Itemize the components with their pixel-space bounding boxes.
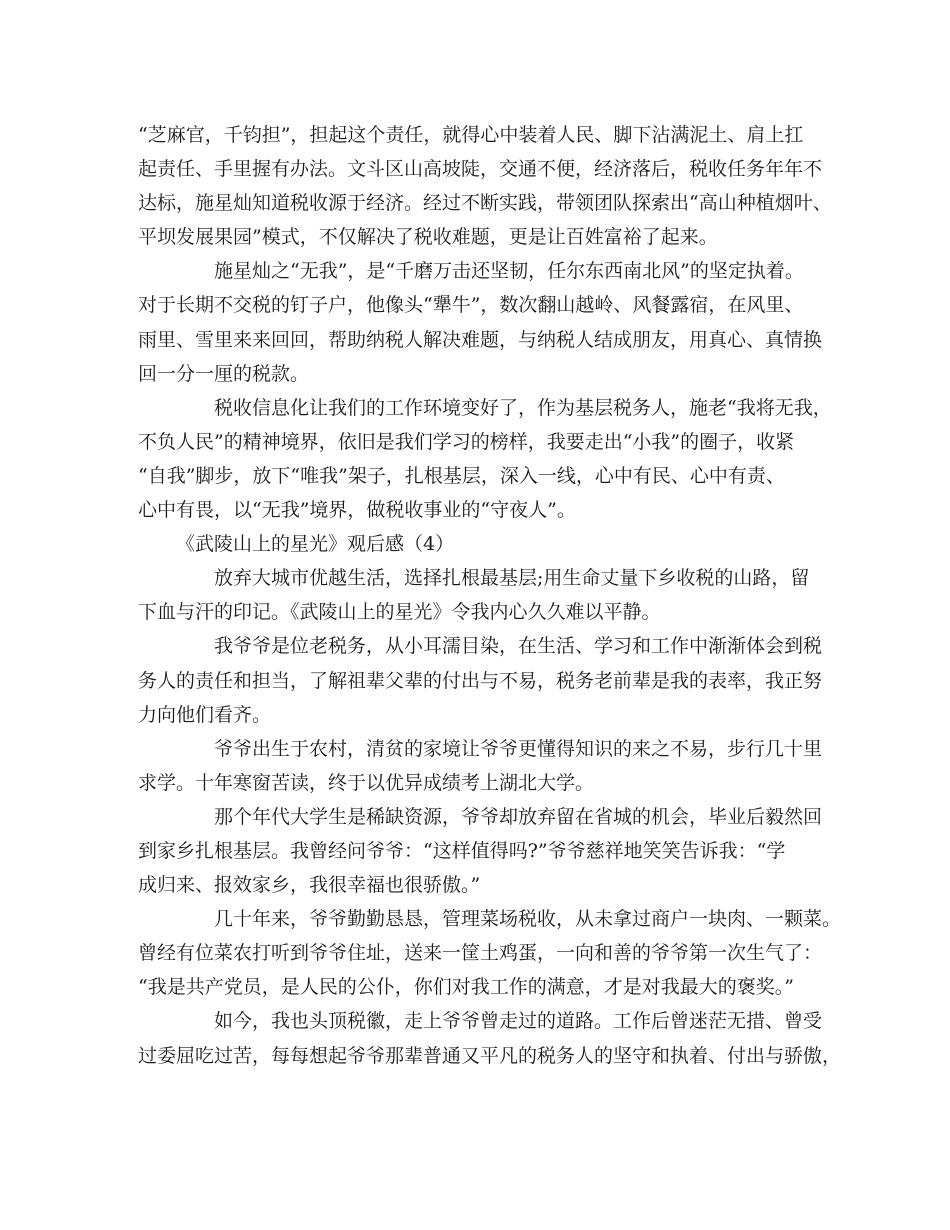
text-line: 对于长期不交税的钉子户，他像头“犟牛”，数次翻山越岭、风餐露宿，在风里、 — [138, 294, 804, 317]
text-line: 爷爷出生于农村，清贫的家境让爷爷更懂得知识的来之不易，步行几十里 — [214, 737, 823, 760]
text-line: 如今，我也头顶税徽，走上爷爷曾走过的道路。工作后曾迷茫无措、曾受 — [214, 1010, 823, 1033]
body-text — [138, 118, 842, 1073]
text-line: 那个年代大学生是稀缺资源，爷爷却放弃留在省城的机会，毕业后毅然回 — [214, 805, 823, 828]
text-line: 回一分一厘的税款。 — [138, 362, 310, 385]
text-line: “自我”脚步，放下“唯我”架子，扎根基层，深入一线，心中有民、心中有责、 — [138, 464, 785, 487]
text-line: 求学。十年寒窗苦读，终于以优异成绩考上湖北大学。 — [138, 771, 595, 794]
text-line: 力向他们看齐。 — [138, 703, 272, 726]
text-line: 曾经有位菜农打听到爷爷住址，送来一筐土鸡蛋，一向和善的爷爷第一次生气了： — [138, 942, 823, 965]
text-line: 下血与汗的印记。《武陵山上的星光》令我内心久久难以平静。 — [138, 601, 661, 624]
text-line: “芝麻官，千钧担”，担起这个责任，就得心中装着人民、脚下沾满泥土、肩上扛 — [138, 124, 804, 146]
text-line: 放弃大城市优越生活，选择扎根最基层;用生命丈量下乡收税的山路，留 — [214, 567, 810, 590]
text-line: 到家乡扎根基层。我曾经问爷爷：“这样值得吗?”爷爷慈祥地笑笑告诉我：“学 — [138, 839, 786, 862]
section-heading: 《武陵山上的星光》观后感（4） — [176, 533, 455, 556]
text-line: 务人的责任和担当，了解祖辈父辈的付出与不易，税务老前辈是我的表率，我正努 — [138, 669, 823, 692]
text-line: 几十年来，爷爷勤勤恳恳，管理菜场税收，从未拿过商户一块肉、一颗菜。 — [214, 908, 842, 931]
text-line: 达标，施星灿知道税收源于经济。经过不断实践，带领团队探索出“高山种植烟叶、 — [138, 192, 832, 215]
text-line: 不负人民”的精神境界，依旧是我们学习的榜样，我要走出“小我”的圈子，收紧 — [138, 430, 795, 453]
text-line: 税收信息化让我们的工作环境变好了，作为基层税务人，施老“我将无我， — [214, 396, 832, 419]
text-line: 起责任、手里握有办法。文斗区山高坡陡，交通不便，经济落后，税收任务年年不 — [138, 158, 823, 181]
text-line: 雨里、雪里来来回回，帮助纳税人解决难题，与纳税人结成朋友，用真心、真情换 — [138, 328, 823, 351]
text-line: 心中有畏，以“无我”境界，做税收事业的“守夜人”。 — [138, 499, 576, 522]
text-line: 平坝发展果园”模式，不仅解决了税收难题，更是让百姓富裕了起来。 — [138, 226, 718, 249]
text-line: 成归来、报效家乡，我很幸福也很骄傲。” — [138, 874, 481, 897]
text-line: “我是共产党员，是人民的公仆，你们对我工作的满意，才是对我最大的褒奖。” — [138, 976, 794, 999]
text-line: 施星灿之“无我”，是“千磨万击还坚韧，任尔东西南北风”的坚定执着。 — [214, 260, 804, 283]
text-line: 过委屈吃过苦，每每想起爷爷那辈普通又平凡的税务人的坚守和执着、付出与骄傲， — [138, 1044, 842, 1067]
text-line: 我爷爷是位老税务，从小耳濡目染，在生活、学习和工作中渐渐体会到税 — [214, 635, 823, 658]
